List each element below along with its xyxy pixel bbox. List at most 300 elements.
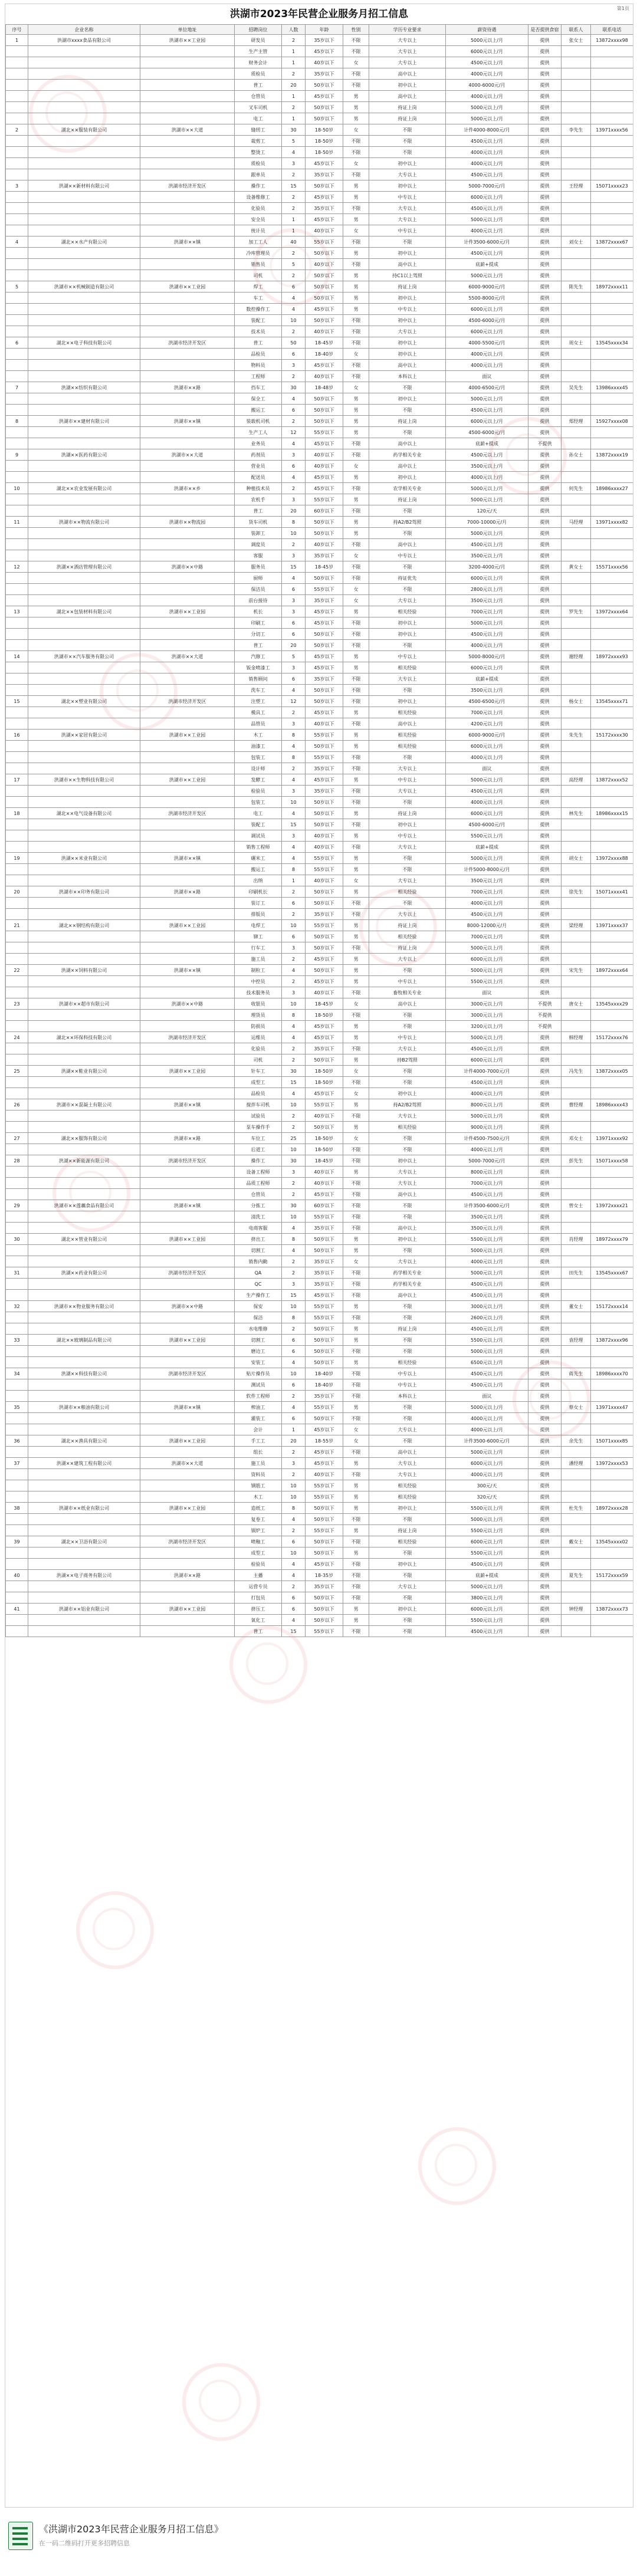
table-cell: 洪湖市xxxx食品有限公司	[28, 35, 140, 46]
table-cell: 陈先生	[562, 281, 591, 293]
table-cell	[591, 1223, 633, 1234]
table-cell: 提供	[528, 315, 562, 326]
table-cell: 提供	[528, 427, 562, 438]
table-cell	[562, 786, 591, 797]
table-cell: 中专以上	[369, 192, 446, 203]
table-cell	[28, 270, 140, 281]
table-cell: 大专以上	[369, 1458, 446, 1469]
table-cell: 不限	[343, 1514, 369, 1525]
table-cell: 男	[343, 293, 369, 304]
table-cell	[591, 819, 633, 830]
table-cell: 初中以上	[369, 337, 446, 349]
table-cell	[562, 842, 591, 853]
table-cell	[28, 617, 140, 629]
table-cell: 4	[282, 438, 306, 449]
table-cell: 不限	[369, 236, 446, 248]
table-cell: 缝纫工	[235, 124, 282, 136]
table-cell: 1	[282, 1424, 306, 1435]
table-cell	[6, 584, 28, 595]
table-cell: 中专以上	[369, 225, 446, 236]
table-cell	[591, 976, 633, 987]
table-cell: 提供	[528, 1424, 562, 1435]
table-cell: 32	[6, 1301, 28, 1312]
table-cell: 洪湖××家居有限公司	[28, 730, 140, 741]
table-row	[6, 1458, 633, 1469]
table-cell	[28, 662, 140, 673]
table-cell: 洪湖市××镇	[140, 1200, 235, 1211]
table-cell: 磨边工	[235, 1346, 282, 1357]
table-cell: 7000元以上/月	[446, 606, 528, 617]
table-cell: 中专以上	[369, 304, 446, 315]
table-cell: 销售内勤	[235, 1256, 282, 1267]
table-cell	[28, 842, 140, 853]
table-cell: 50岁以下	[306, 1323, 343, 1335]
table-cell: 提供	[528, 774, 562, 786]
table-cell	[6, 1592, 28, 1604]
table-cell: 2	[282, 35, 306, 46]
table-cell: 造纸工	[235, 1503, 282, 1514]
table-row	[6, 673, 633, 685]
table-cell	[562, 1514, 591, 1525]
table-cell	[6, 864, 28, 875]
table-cell: 初中以上	[369, 293, 446, 304]
table-cell	[140, 1323, 235, 1335]
table-cell: 3	[282, 830, 306, 842]
table-cell: 55岁以下	[306, 730, 343, 741]
table-cell	[562, 203, 591, 214]
table-cell: 中专以上	[369, 774, 446, 786]
table-cell: 男	[343, 864, 369, 875]
table-cell: 洪湖市××纸业有限公司	[28, 1503, 140, 1514]
table-cell: 提供	[528, 954, 562, 965]
table-cell: 45岁以下	[306, 1424, 343, 1435]
table-cell: 锅炉工	[235, 1525, 282, 1536]
table-cell: 5500元以上/月	[446, 830, 528, 842]
table-cell: 5500元以上/月	[446, 1547, 528, 1559]
table-cell: 普工	[235, 640, 282, 651]
table-cell: 14	[6, 651, 28, 662]
table-cell: 初中以上	[369, 617, 446, 629]
table-cell	[28, 393, 140, 405]
table-cell: 10	[282, 1301, 306, 1312]
table-cell: 男	[343, 606, 369, 617]
table-row	[6, 617, 633, 629]
table-cell: 洪湖××新能源有限公司	[28, 1155, 140, 1167]
table-cell	[28, 640, 140, 651]
column-header: 是否提供食宿	[528, 25, 562, 35]
table-cell	[6, 797, 28, 808]
table-cell: 50岁以下	[306, 293, 343, 304]
table-cell	[562, 68, 591, 80]
table-cell: 提供	[528, 259, 562, 270]
table-row	[6, 472, 633, 483]
table-cell: 18-45岁	[306, 561, 343, 573]
table-cell: 2	[282, 1447, 306, 1458]
table-cell: 6000元以上/月	[446, 954, 528, 965]
table-cell: 男	[343, 494, 369, 505]
table-cell	[140, 371, 235, 382]
table-cell	[591, 1357, 633, 1368]
table-row	[6, 561, 633, 573]
table-cell	[591, 741, 633, 752]
table-cell: 4500元以上/月	[446, 136, 528, 147]
table-cell: 提供	[528, 886, 562, 898]
table-cell: 8000元以上/月	[446, 1099, 528, 1110]
table-cell: 提供	[528, 718, 562, 730]
table-cell: 业务员	[235, 438, 282, 449]
table-cell	[28, 1615, 140, 1626]
table-cell	[28, 909, 140, 920]
table-row	[6, 416, 633, 427]
table-cell: 6000元以上/月	[446, 46, 528, 57]
table-cell: 50岁以下	[306, 808, 343, 819]
table-row	[6, 214, 633, 225]
table-cell	[6, 326, 28, 337]
table-cell: 男	[343, 1491, 369, 1503]
seal-watermark	[76, 1891, 154, 1969]
table-cell: 不限	[343, 1290, 369, 1301]
table-cell	[28, 1491, 140, 1503]
table-cell	[6, 1491, 28, 1503]
table-cell	[562, 1626, 591, 1637]
table-cell: 成型工	[235, 1077, 282, 1088]
share-footer[interactable]	[0, 2509, 637, 2576]
table-cell: 分拣工	[235, 1200, 282, 1211]
table-cell	[28, 741, 140, 752]
table-cell	[6, 1346, 28, 1357]
table-cell: 男	[343, 528, 369, 539]
table-cell: 4	[282, 1245, 306, 1256]
table-cell: 计件4000-8000元/月	[446, 124, 528, 136]
table-cell	[6, 898, 28, 909]
table-cell: 药学相关专业	[369, 1267, 446, 1279]
table-cell: 不限	[343, 1626, 369, 1637]
table-cell	[591, 718, 633, 730]
table-cell	[591, 629, 633, 640]
table-cell: 6000元以上/月	[446, 416, 528, 427]
table-cell	[562, 1469, 591, 1480]
table-cell: 18-50岁	[306, 1144, 343, 1155]
table-cell: 不限	[343, 1279, 369, 1290]
table-cell: 10	[6, 483, 28, 494]
table-cell: 底薪+提成	[446, 259, 528, 270]
table-row	[6, 640, 633, 651]
table-cell: 不限	[343, 1346, 369, 1357]
table-row	[6, 1077, 633, 1088]
table-cell: 男	[343, 1122, 369, 1133]
table-cell: 客服	[235, 550, 282, 561]
table-cell: 提供	[528, 91, 562, 102]
table-row	[6, 158, 633, 169]
table-cell: 55岁以下	[306, 752, 343, 763]
table-cell	[562, 1581, 591, 1592]
table-cell: 55岁以下	[306, 236, 343, 248]
table-cell: 女	[343, 1133, 369, 1144]
table-cell: 4	[282, 573, 306, 584]
table-cell: 13545xxxx29	[591, 998, 633, 1010]
table-cell	[140, 1167, 235, 1178]
table-cell: 8	[6, 416, 28, 427]
table-cell: 2	[282, 371, 306, 382]
table-cell	[28, 1480, 140, 1491]
table-cell: 不限	[369, 1010, 446, 1021]
table-cell: 初中以上	[369, 472, 446, 483]
table-cell: 2	[282, 1054, 306, 1066]
table-cell: 洪湖市经济开发区	[140, 808, 235, 819]
table-cell: 18-40岁	[306, 1368, 343, 1379]
table-cell: 300元/天	[446, 1480, 528, 1491]
table-cell: 男	[343, 1054, 369, 1066]
table-cell: 提供	[528, 102, 562, 113]
table-cell: 不限	[343, 326, 369, 337]
table-cell: 3000元以上/月	[446, 998, 528, 1010]
table-cell: 提供	[528, 1491, 562, 1503]
table-cell	[591, 326, 633, 337]
table-cell	[140, 1010, 235, 1021]
table-cell: 男	[343, 517, 369, 528]
table-cell: 榨油工	[235, 1402, 282, 1413]
table-cell	[28, 102, 140, 113]
table-cell	[562, 1256, 591, 1267]
table-cell	[6, 203, 28, 214]
table-cell: 持证上岗	[369, 494, 446, 505]
table-cell: 男	[343, 1323, 369, 1335]
table-cell	[140, 1110, 235, 1122]
table-cell: 13872xxxx05	[591, 1066, 633, 1077]
table-cell: 4500元以上/月	[446, 1323, 528, 1335]
table-cell: 不限	[343, 1077, 369, 1088]
table-cell: 木工	[235, 1491, 282, 1503]
table-cell	[591, 349, 633, 360]
table-cell: 质检员	[235, 158, 282, 169]
table-cell: 不限	[369, 1066, 446, 1077]
table-row	[6, 438, 633, 449]
table-cell: 女	[343, 875, 369, 886]
table-cell: 35岁以下	[306, 1043, 343, 1054]
table-cell: 高中以上	[369, 360, 446, 371]
table-cell: 6	[282, 1413, 306, 1424]
table-cell	[28, 494, 140, 505]
table-cell	[6, 270, 28, 281]
table-cell: 50岁以下	[306, 1615, 343, 1626]
table-cell: 洪湖市××机械制造有限公司	[28, 281, 140, 293]
table-cell: 大专以上	[369, 786, 446, 797]
table-cell: 35岁以下	[306, 1223, 343, 1234]
table-cell: 50岁以下	[306, 180, 343, 192]
table-cell: 20	[282, 80, 306, 91]
table-cell: 50岁以下	[306, 640, 343, 651]
table-cell: 5000元以上/月	[446, 102, 528, 113]
table-cell: 保安	[235, 1301, 282, 1312]
table-cell	[28, 864, 140, 875]
table-cell: 男	[343, 192, 369, 203]
table-cell: 18-50岁	[306, 1133, 343, 1144]
table-cell: 提供	[528, 651, 562, 662]
table-cell	[591, 248, 633, 259]
table-cell: 6	[282, 1335, 306, 1346]
table-row	[6, 270, 633, 281]
table-cell	[591, 293, 633, 304]
table-cell	[28, 68, 140, 80]
table-cell: 6000-9000元/月	[446, 730, 528, 741]
table-row	[6, 987, 633, 998]
table-cell: 13872xxxx67	[591, 236, 633, 248]
table-cell: 保洁员	[235, 584, 282, 595]
table-row	[6, 1021, 633, 1032]
table-cell: 钟经理	[562, 1604, 591, 1615]
table-cell: 相关经验	[369, 606, 446, 617]
table-cell	[140, 539, 235, 550]
table-cell: 持证上岗	[369, 942, 446, 954]
table-cell: 1	[282, 91, 306, 102]
table-row	[6, 909, 633, 920]
table-cell	[28, 360, 140, 371]
table-cell	[6, 57, 28, 68]
table-cell	[562, 741, 591, 752]
table-cell: 洪湖市××建材有限公司	[28, 416, 140, 427]
table-cell: 底薪+提成	[446, 842, 528, 853]
footer-doc-title[interactable]: 《洪湖市2023年民营企业服务月招工信息》	[39, 2524, 224, 2535]
table-cell	[591, 136, 633, 147]
table-cell: 高中以上	[369, 1290, 446, 1301]
table-cell: 提供	[528, 573, 562, 584]
table-cell: 女	[343, 595, 369, 606]
table-cell: 中专以上	[369, 550, 446, 561]
table-cell: 55岁以下	[306, 1491, 343, 1503]
table-cell	[6, 673, 28, 685]
table-row	[6, 696, 633, 707]
table-cell: 50岁以下	[306, 931, 343, 942]
table-cell	[6, 1189, 28, 1200]
table-cell	[28, 584, 140, 595]
table-cell	[6, 640, 28, 651]
table-cell	[28, 987, 140, 998]
table-cell: 40岁以下	[306, 718, 343, 730]
table-cell	[591, 505, 633, 517]
table-cell: 提供	[528, 1592, 562, 1604]
table-cell: 18972xxxx11	[591, 281, 633, 293]
table-cell: 50岁以下	[306, 1592, 343, 1604]
table-cell: 4000元以上/月	[446, 640, 528, 651]
table-cell: 洪湖市经济开发区	[140, 1368, 235, 1379]
table-cell: 提供	[528, 1323, 562, 1335]
table-cell: 不限	[343, 80, 369, 91]
table-cell: 操作工	[235, 1155, 282, 1167]
table-cell	[562, 393, 591, 405]
table-cell	[140, 617, 235, 629]
table-cell	[6, 1122, 28, 1133]
table-cell: 女	[343, 225, 369, 236]
table-cell: 不限	[369, 1413, 446, 1424]
table-cell: 不限	[369, 1514, 446, 1525]
table-cell: 洪湖××药业有限公司	[28, 1267, 140, 1279]
table-cell: 男	[343, 774, 369, 786]
table-cell: 洪湖市××工业园	[140, 35, 235, 46]
table-cell: 45岁以下	[306, 651, 343, 662]
table-cell	[591, 617, 633, 629]
table-cell: 洪湖市××工业园	[140, 774, 235, 786]
table-cell	[562, 1189, 591, 1200]
table-cell	[140, 270, 235, 281]
table-cell: 机长	[235, 606, 282, 617]
table-cell: 提供	[528, 1256, 562, 1267]
table-row	[6, 382, 633, 393]
table-cell: 王经理	[562, 180, 591, 192]
table-cell: 5000元以上/月	[446, 1110, 528, 1122]
table-row	[6, 954, 633, 965]
table-cell: 提供	[528, 1525, 562, 1536]
table-row	[6, 1133, 633, 1144]
table-cell: 4	[282, 853, 306, 864]
table-cell: 45岁以下	[306, 1559, 343, 1570]
table-cell: 45岁以下	[306, 1189, 343, 1200]
table-cell	[6, 662, 28, 673]
table-cell: 40岁以下	[306, 259, 343, 270]
table-cell: 不限	[343, 1267, 369, 1279]
table-row	[6, 976, 633, 987]
table-cell	[6, 1379, 28, 1391]
table-cell	[591, 763, 633, 774]
table-cell: 31	[6, 1267, 28, 1279]
table-cell: 湖北××管业有限公司	[28, 1234, 140, 1245]
table-cell: 50岁以下	[306, 528, 343, 539]
table-cell	[28, 259, 140, 270]
table-cell: 15172xxxx30	[591, 730, 633, 741]
table-cell: 4500元以上/月	[446, 1043, 528, 1054]
table-cell: 面议	[446, 1391, 528, 1402]
table-cell	[562, 1346, 591, 1357]
table-cell: 提供	[528, 584, 562, 595]
table-cell: 2	[282, 416, 306, 427]
table-cell: 提供	[528, 68, 562, 80]
table-cell	[562, 976, 591, 987]
table-cell: 湖北××电子科技有限公司	[28, 337, 140, 349]
table-cell: 不限	[369, 1312, 446, 1323]
table-cell: 2	[282, 1122, 306, 1133]
table-cell: 不限	[369, 382, 446, 393]
table-cell: 田先生	[562, 1267, 591, 1279]
table-cell	[28, 349, 140, 360]
table-cell: 持证上岗	[369, 416, 446, 427]
table-cell	[28, 472, 140, 483]
table-cell: 洪湖市经济开发区	[140, 1536, 235, 1547]
table-cell: 药剂员	[235, 449, 282, 461]
table-cell: 朱先生	[562, 730, 591, 741]
table-cell: 50岁以下	[306, 517, 343, 528]
table-cell	[6, 304, 28, 315]
table-cell: 针车工	[235, 1066, 282, 1077]
table-cell	[591, 1615, 633, 1626]
table-cell: 13	[6, 606, 28, 617]
table-cell	[140, 909, 235, 920]
table-cell	[562, 1110, 591, 1122]
table-cell: 50岁以下	[306, 886, 343, 898]
table-cell: 装卸工	[235, 528, 282, 539]
table-cell: 2	[282, 1110, 306, 1122]
table-cell: 不限	[343, 1447, 369, 1458]
table-row	[6, 830, 633, 842]
table-cell: 5000元以上/月	[446, 1402, 528, 1413]
table-cell: 持证上岗	[369, 1323, 446, 1335]
table-cell	[562, 438, 591, 449]
table-cell: 提供	[528, 629, 562, 640]
table-cell: 13545xxxx34	[591, 337, 633, 349]
table-cell	[6, 1211, 28, 1223]
table-cell: 2	[282, 1581, 306, 1592]
table-cell: 不限	[369, 1200, 446, 1211]
table-cell	[28, 1223, 140, 1234]
table-cell	[28, 550, 140, 561]
